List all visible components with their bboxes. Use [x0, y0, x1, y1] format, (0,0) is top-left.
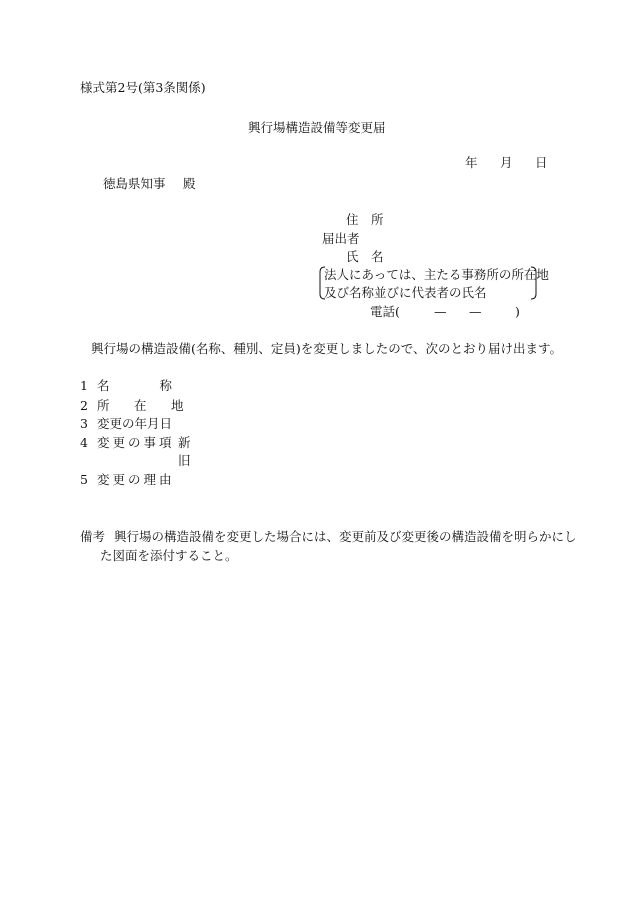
item-number-3: 3 — [80, 416, 88, 431]
page-title: 興行場構造設備等変更届 — [248, 120, 386, 135]
corporate-note-line1: 法人にあっては、主たる事務所の所在地 — [324, 267, 549, 282]
phone-close: ) — [515, 304, 520, 319]
phone-dash-1: — — [434, 304, 447, 319]
item-number-4: 4 — [80, 435, 88, 450]
remarks-line2: た図面を添付すること。 — [100, 548, 238, 563]
item-number-1: 1 — [80, 378, 88, 393]
date-day-label: 日 — [535, 155, 548, 170]
address-label: 住 所 — [346, 212, 384, 227]
item-sub-old: 旧 — [178, 453, 191, 468]
corporate-note-line2: 及び名称並びに代表者の氏名 — [324, 285, 487, 300]
phone-dash-2: — — [469, 304, 482, 319]
item-number-5: 5 — [80, 472, 88, 487]
date-year-label: 年 — [465, 155, 478, 170]
addressee: 徳島県知事 — [103, 176, 166, 191]
date-month-label: 月 — [500, 155, 513, 170]
item-label-change-reason: 変更の理由 — [97, 472, 175, 487]
statement: 興行場の構造設備(名称、種別、定員)を変更しましたので、次のとおり届け出ます。 — [91, 341, 563, 356]
form-number: 様式第2号(第3条関係) — [80, 80, 206, 95]
honorific: 殿 — [183, 176, 196, 191]
phone-label: 電話( — [370, 304, 400, 319]
remarks-label: 備考 — [80, 529, 106, 544]
name-label: 氏 名 — [346, 249, 384, 264]
remarks-line1: 興行場の構造設備を変更した場合には、変更前及び変更後の構造設備を明らかにし — [114, 529, 577, 544]
notifier-label: 届出者 — [322, 231, 360, 246]
item-sub-new: 新 — [178, 435, 191, 450]
item-label-name: 名 称 — [97, 378, 173, 393]
item-label-change-matter: 変更の事項 — [97, 435, 175, 450]
item-label-location: 所 在 地 — [97, 398, 190, 413]
item-label-change-date: 変更の年月日 — [97, 416, 173, 431]
item-number-2: 2 — [80, 398, 88, 413]
